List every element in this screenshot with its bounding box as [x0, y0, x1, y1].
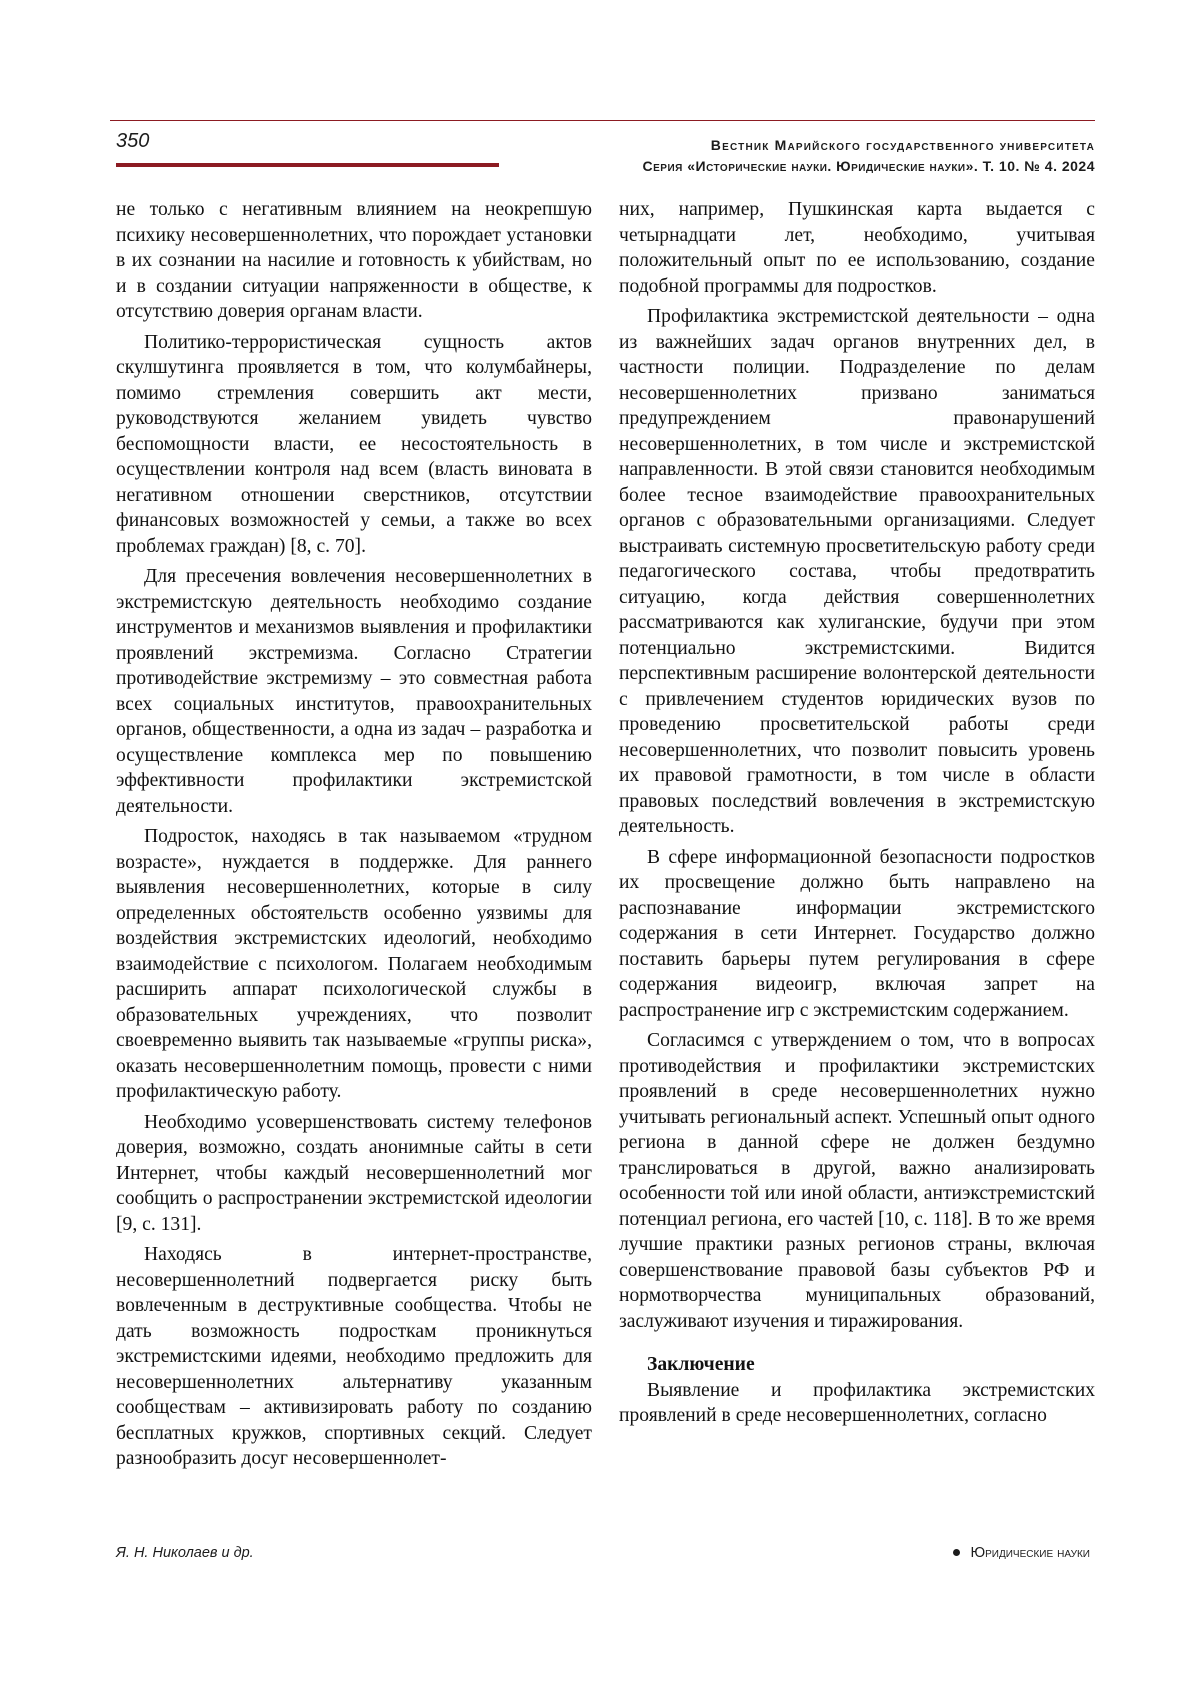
paragraph: В сфере информационной безопасности подростков их просвещение должно быть направлено на распознавание информации экстремистского содержания в сети Интернет. Государство должно поставить барьеры путем регулирования в сфере содержания видеоигр, включая запрет на распространение игр с экстремистским содержанием.: [619, 846, 1095, 1021]
section-heading-conclusion: Заключение: [647, 1354, 755, 1375]
footer-section: [953, 1545, 1090, 1561]
paragraph: Политико-террористическая сущность актов скулшутинга проявляется в том, что колумбайнеры, помимо стремления совершить акт мести, руководствуются желанием увидеть чувство беспомощности власти, ее несостоятельность в осуществлении контроля над всем (власть виновата в негативном отношении сверстников, отсутствии финансовых возможностей у семьи, а также во всех проблемах граждан) [8, с. 70].: [116, 331, 592, 557]
journal-series: Серия «Исторические науки. Юридические науки». Т. 10. № 4. 2024: [642, 158, 1095, 174]
paragraph: Необходимо усовершенствовать систему телефонов доверия, возможно, создать анонимные сайты в сети Интернет, чтобы каждый несовершеннолетний мог сообщить о распространении экстремистской идеологии [9, с. 131].: [116, 1111, 592, 1235]
journal-title: Вестник Марийского государственного университета: [710, 137, 1095, 153]
paragraph: Выявление и профилактика экстремистских проявлений в среде несовершеннолетних, согласно: [619, 1379, 1095, 1426]
footer-section-label: Юридические науки: [970, 1545, 1090, 1561]
page-number: 350: [116, 130, 150, 152]
bullet-icon: [953, 1549, 960, 1556]
paragraph: не только с негативным влиянием на неокрепшую психику несовершеннолетних, что порождает установки в их сознании на насилие и готовность к убийствам, но и в создании ситуации напряженности в обществе, к отсутствию доверия органам власти.: [116, 199, 592, 322]
left-column: [116, 197, 592, 1477]
paragraph: них, например, Пушкинская карта выдается с четырнадцати лет, необходимо, учитывая положительный опыт по ее использованию, создание подобной программы для подростков.: [619, 199, 1095, 297]
paragraph: Профилактика экстремистской деятельности – одна из важнейших задач органов внутренних дел, в частности полиции. Подразделение по делам несовершеннолетних призвано заниматься предупреждением правонарушений несовершеннолетних, в том числе и экстремистской направленности. В этой связи становится необходимым более тесное взаимодействие правоохранительных органов с образовательными организациями. Следует выстраивать системную просветительскую работу среди педагогического состава, чтобы предотвратить ситуацию, когда действия совершеннолетних рассматриваются как хулиганские, будучи при этом потенциально экстремистскими. Видится перспективным расширение волонтерской деятельности с привлечением студентов юридических вузов по проведению просветительской работы среди несовершеннолетних, что позволит повысить уровень их правовой грамотности, в том числе в области правовых последствий вовлечения в экстремистскую деятельность.: [619, 306, 1095, 837]
paragraph: Для пресечения вовлечения несовершеннолетних в экстремистскую деятельность необходимо создание инструментов и механизмов выявления и профилактики проявлений экстремизма. Согласно Стратегии противодействие экстремизму – это совместная работа всех социальных институтов, правоохранительных органов, общественности, а одна из задач – разработка и осуществление комплекса мер по повышению эффективности профилактики экстремистской деятельности.: [116, 566, 592, 817]
header-accent-bar: [116, 163, 499, 167]
header-top-rule: [110, 120, 1095, 121]
right-column: [619, 197, 1095, 1434]
paragraph: Находясь в интернет-пространстве, несовершеннолетний подвергается риску быть вовлеченным в деструктивные сообщества. Чтобы не дать возможность подросткам проникнуться экстремистскими идеями, необходимо предложить для несовершеннолетних альтернативу указанным сообществам – активизировать работу по созданию бесплатных кружков, спортивных секций. Следует разнообразить досуг несовершеннолет-: [116, 1244, 592, 1469]
paragraph: Согласимся с утверждением о том, что в вопросах противодействия и профилактики экстремистских проявлений в среде несовершеннолетних нужно учитывать региональный аспект. Успешный опыт одного региона в данной сфере не должен бездумно транслироваться в другой, важно анализировать особенности той или иной области, антиэкстремистский потенциал региона, его частей [10, с. 118]. В то же время лучшие практики разных регионов страны, включая совершенствование правовой базы субъектов РФ и нормотворчества муниципальных образований, заслуживают изучения и тиражирования.: [619, 1030, 1095, 1332]
paragraph: Подросток, находясь в так называемом «трудном возрасте», нуждается в поддержке. Для раннего выявления несовершеннолетних, которые в силу определенных обстоятельств особенно уязвимы для воздействия экстремистских идеологий, необходимо взаимодействие с психологом. Полагаем необходимым расширить аппарат психологической службы в образовательных учреждениях, что позволит своевременно выявить так называемые «группы риска», оказать несовершеннолетним помощь, провести с ними профилактическую работу.: [116, 826, 592, 1102]
footer-authors: Я. Н. Николаев и др.: [116, 1545, 254, 1561]
